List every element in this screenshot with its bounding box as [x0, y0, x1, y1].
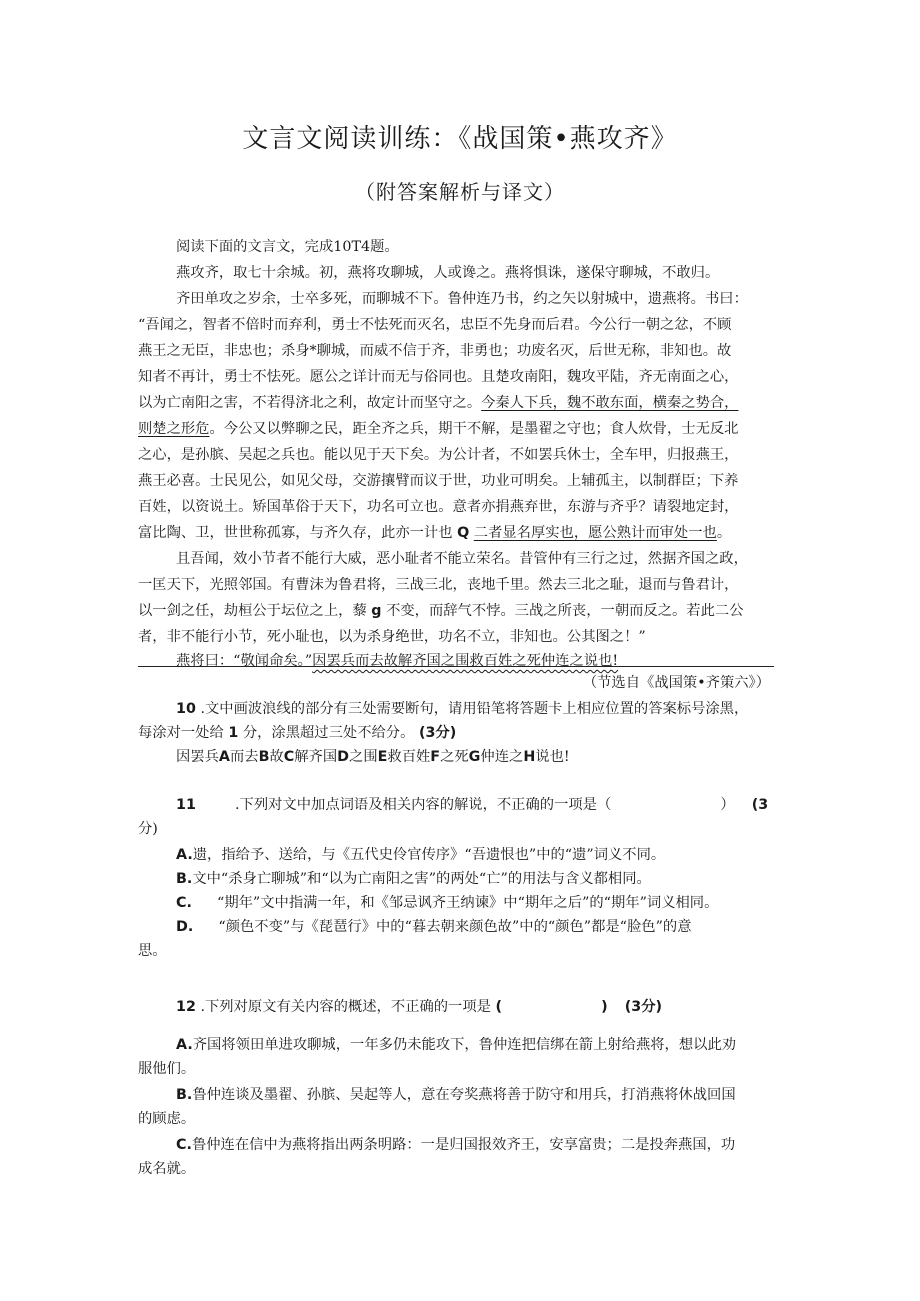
question-text: ）: [720, 797, 735, 813]
option-d-continued: 思。: [138, 943, 167, 959]
answer-paren-close: ): [601, 999, 608, 1015]
option-a-continued: 服他们。: [138, 1061, 196, 1077]
option-c-continued: 成名就。: [138, 1161, 196, 1177]
option-label: A.: [176, 1037, 193, 1053]
question-10-options: [176, 746, 570, 766]
passage-line: [138, 522, 731, 542]
option-b: [176, 1084, 736, 1104]
option-text: 故: [269, 749, 284, 765]
passage-line: 百姓，以资说土。矫国革俗于天下，功名可立也。意者亦捐燕弃世，东游与齐乎？请裂地定封，: [138, 499, 739, 515]
option-label: G: [468, 749, 481, 765]
option-text: “期年”文中指满一年，和《邹忌讽齐王纳谏》中“期年之后”的“期年”词义相同。: [217, 895, 719, 911]
question-text: 每涂对一处给: [138, 725, 224, 741]
option-label: B: [258, 749, 270, 765]
option-c: [176, 892, 718, 912]
option-text: 之死: [440, 749, 469, 765]
passage-line: 燕攻齐，取七十余城。初，燕将攻聊城，人或谗之。燕将惧诛，遂保守聊城，不敢归。: [176, 265, 720, 281]
passage-line: [176, 650, 618, 670]
question-score: (3分): [418, 725, 457, 741]
passage-text: 不变，而辞气不悖。三战之所丧，一朝而反之。若此二公: [386, 603, 744, 619]
passage-text: Q: [457, 525, 470, 541]
intro-text: 阅读下面的文言文，完成10T4题。: [176, 239, 399, 255]
question-12: [176, 996, 662, 1016]
passage-text: 以为亡南阳之害，不若得济北之利，故定计而坚守之。: [138, 395, 482, 411]
passage-text: 。: [716, 525, 732, 541]
passage-line: 者，非不能行小节，死小耻也，以为杀身绝世，功名不立，非知也。公其图之！”: [138, 629, 646, 645]
page-subtitle: （附答案解析与译文）: [355, 180, 565, 204]
option-text: 解齐国: [294, 749, 338, 765]
passage-line: 知者不再计，勇士不怯死。愿公之详计而无与俗同也。且楚攻南阳，魏攻平陆，齐无南面之心，: [138, 369, 739, 385]
option-text: 之围: [349, 749, 378, 765]
passage-line: 燕王必喜。士民见公，如见父母，交游攘臂而议于世，功业可明矣。上辅孤主，以制群臣；下养: [138, 473, 739, 489]
underlined-sentence: 今秦人下兵，魏不敢东面，横秦之势合，: [481, 395, 739, 411]
question-text: 分，涂黑超过三处不给分。: [242, 725, 415, 741]
option-label: C.: [176, 895, 192, 911]
option-label: H: [523, 749, 536, 765]
option-text: “颜色不变”与《琵琶行》中的“暮去朝来颜色故”中的“颜色”都是“脸色”的意: [218, 919, 692, 935]
option-d: [176, 916, 692, 936]
question-score-continued: 分): [138, 821, 158, 837]
option-label: B.: [176, 871, 193, 887]
question-score: (3: [751, 797, 769, 813]
question-number: 10: [176, 701, 196, 717]
option-text: 文中“杀身亡聊城”和“以为亡南阳之害”的两处“亡”的用法与含义都相同。: [192, 871, 651, 887]
underlined-sentence: 二者显名厚实也，愿公熟计而审处一也: [473, 525, 717, 541]
option-text: 因罢兵: [176, 749, 219, 765]
option-label: B.: [176, 1087, 193, 1103]
option-label: E: [377, 749, 388, 765]
passage-text: 以一剑之任，劫桓公于坛位之上，藜: [138, 603, 367, 619]
option-label: C.: [176, 1137, 192, 1153]
underlined-sentence: 则楚之形危: [138, 421, 210, 437]
passage-text: g: [371, 603, 382, 619]
answer-paren-open: (: [495, 999, 503, 1015]
passage-text: 富比陶、卫，世世称孤寡，与齐久存，此亦一计也: [138, 525, 453, 541]
question-number: 11: [176, 797, 196, 813]
option-b-continued: 的顾虑。: [138, 1111, 196, 1127]
passage-line: 齐田单攻之岁余，士卒多死，而聊城不下。鲁仲连乃书，约之矢以射城中，遗燕将。书曰：: [176, 291, 748, 307]
passage-line: 一匡天下，光照邻国。有曹沫为鲁君将，三战三北，丧地千里。然去三北之耻，退而与鲁君计，: [138, 577, 739, 593]
question-10: [176, 698, 748, 718]
passage-line: “吾闻之，智者不倍时而弃利，勇士不怯死而灭名，忠臣不先身而后君。今公行一朝之忿，不顾: [138, 317, 732, 333]
option-text: 而去: [229, 749, 259, 765]
option-text: 说也!: [535, 749, 570, 765]
option-label: A: [218, 749, 230, 765]
passage-text: 燕将曰：“敬闻命矣。”: [176, 653, 313, 669]
option-text: 仲连之: [480, 749, 524, 765]
passage-text: 。今公又以弊聊之民，距全齐之兵，期干不解，是墨翟之守也；食人炊骨，士无反北: [209, 421, 739, 437]
question-10-line-2: [138, 722, 456, 742]
passage-line: [138, 392, 738, 412]
option-label: C: [283, 749, 295, 765]
page-title: 文言文阅读训练：《战国策•燕攻齐》: [242, 124, 678, 154]
source-citation: （节选自《战国策•齐策六》）: [582, 675, 770, 691]
option-label: A.: [176, 847, 193, 863]
question-text: .文中画波浪线的部分有三处需要断句，请用铅笔将答题卡上相应位置的答案标号涂黑，: [200, 701, 749, 717]
passage-line: 且吾闻，效小节者不能行大威，恶小耻者不能立荣名。昔管仲有三行之过，然据齐国之政，: [176, 551, 748, 567]
question-score: (3分): [624, 999, 663, 1015]
wavy-underlined-sentence: 因罢兵而去故解齐国之围救百姓之死仲连之说也!: [312, 653, 619, 669]
question-text: .下列对原文有关内容的概述，不正确的一项是: [200, 999, 491, 1015]
option-a: [176, 1034, 736, 1054]
option-text: 救百姓: [387, 749, 431, 765]
option-c: [176, 1134, 735, 1154]
option-text: 鲁仲连谈及墨翟、孙膑、吴起等人，意在夸奖燕将善于防守和用兵，打消燕将休战回国: [192, 1087, 736, 1103]
question-text: .下列对文中加点词语及相关内容的解说，不正确的一项是（: [235, 797, 612, 813]
option-text: 齐国将领田单进攻聊城，一年多仍未能攻下，鲁仲连把信绑在箭上射给燕将，想以此劝: [192, 1037, 737, 1053]
passage-line: [138, 418, 738, 438]
option-a: [176, 844, 665, 864]
option-label: D.: [176, 919, 194, 935]
passage-line: 燕王之无臣，非忠也；杀身*聊城，而威不信于齐，非勇也；功废名灭，后世无称，非知也。故: [138, 343, 732, 359]
option-text: 遗，指给予、送给，与《五代史伶官传序》“吾遗恨也”中的“遗”词义不同。: [192, 847, 666, 863]
question-number: 12: [176, 999, 196, 1015]
passage-line: 之心，是孙膑、吴起之兵也。能以见于天下矣。为公计者，不如罢兵休士，全车甲，归报燕王，: [138, 447, 739, 463]
question-11: [176, 794, 768, 814]
option-label: F: [430, 749, 441, 765]
score-value: 1: [228, 725, 239, 741]
option-text: 鲁仲连在信中为燕将指出两条明路：一是归国报效齐王，安享富贵；二是投奔燕国，功: [191, 1137, 736, 1153]
option-b: [176, 868, 651, 888]
option-label: D: [337, 749, 350, 765]
divider-line: [138, 666, 774, 667]
passage-line: [138, 600, 744, 620]
